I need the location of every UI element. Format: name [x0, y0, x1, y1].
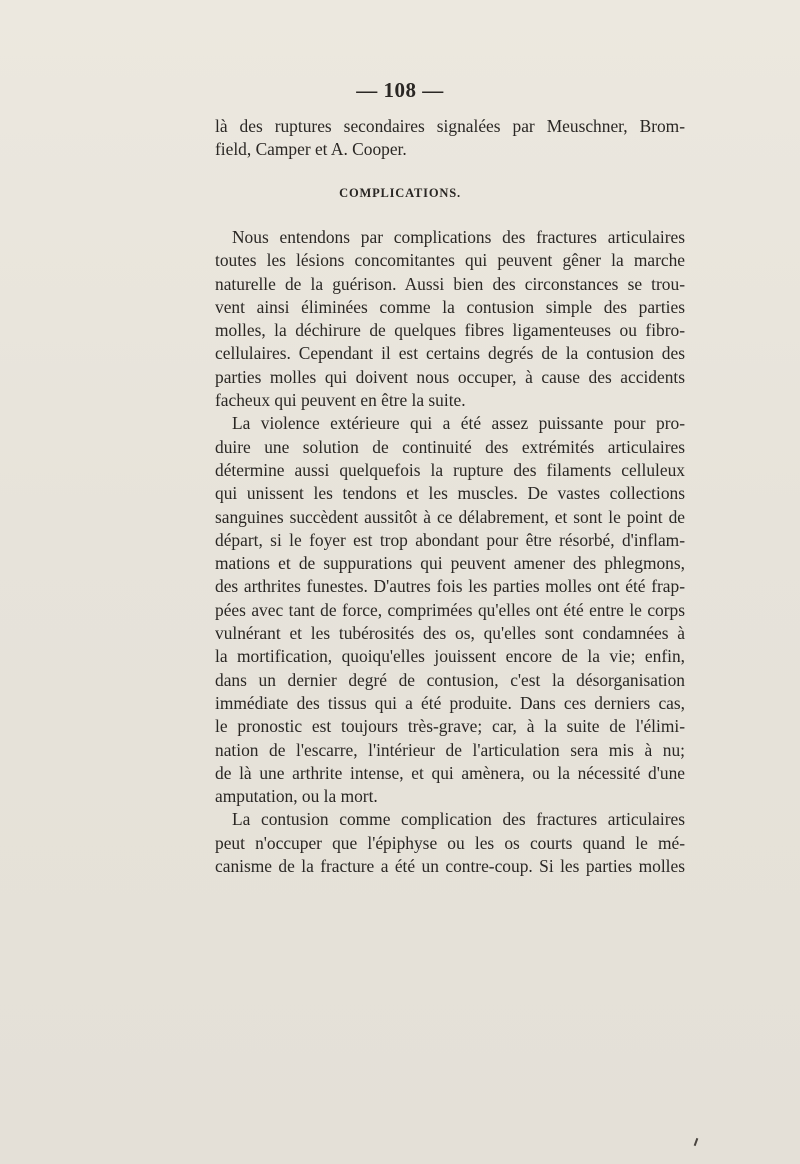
text-line: La violence extérieure qui a été assez puissante pour pro- [232, 413, 685, 434]
text-line: pées avec tant de force, comprimées qu'elles ont été entre le corps [215, 599, 685, 620]
text-line: vulnérant et les tubérosités des os, qu'elles sont condamnées à [215, 623, 685, 644]
page-number: — 108 — [356, 78, 444, 102]
text-line: nation de l'escarre, l'intérieur de l'articulation sera mis à nu; [215, 739, 685, 760]
body-text [215, 226, 685, 878]
text-line: facheux qui peuvent en être la suite. [215, 390, 466, 411]
text-line: naturelle de la guérison. Aussi bien des circonstances se trou- [215, 273, 685, 294]
section-heading: COMPLICATIONS. [339, 186, 461, 200]
text-line: immédiate des tissus qui a été produite. Dans ces derniers cas, [215, 692, 685, 713]
text-line: duire une solution de continuité des extrémités articulaires [215, 436, 685, 457]
intro-paragraph [215, 115, 685, 162]
text-line: de là une arthrite intense, et qui amènera, ou la nécessité d'une [215, 762, 685, 783]
text-line: des arthrites funestes. D'autres fois les parties molles ont été frap- [215, 576, 685, 597]
text-line: peut n'occuper que l'épiphyse ou les os courts quand le mé- [215, 832, 685, 853]
text-line: vent ainsi éliminées comme la contusion simple des parties [215, 296, 685, 317]
text-line: parties molles qui doivent nous occuper, à cause des accidents [215, 366, 685, 387]
text-line: toutes les lésions concomitantes qui peuvent gêner la marche [215, 250, 685, 271]
text-line: cellulaires. Cependant il est certains degrés de la contusion des [215, 343, 685, 364]
text-line: La contusion comme complication des fractures articulaires [232, 809, 685, 830]
text-line: sanguines succèdent aussitôt à ce délabrement, et sont le point de [215, 506, 685, 527]
text-line: amputation, ou la mort. [215, 786, 378, 807]
text-line: molles, la déchirure de quelques fibres ligamenteuses ou fibro- [215, 320, 685, 341]
text-line: détermine aussi quelquefois la rupture des filaments celluleux [215, 459, 685, 480]
text-line: la mortification, quoiqu'elles jouissent encore de la vie; enfin, [215, 646, 685, 667]
text-line: là des ruptures secondaires signalées par Meuschner, Brom- [215, 116, 685, 136]
text-line: départ, si le foyer est trop abondant pour être résorbé, d'inflam- [215, 529, 685, 550]
text-line: Nous entendons par complications des fractures articulaires [232, 227, 685, 247]
ink-mark [694, 1138, 699, 1146]
text-line: field, Camper et A. Cooper. [215, 139, 407, 160]
text-line: le pronostic est toujours très-grave; car, à la suite de l'élimi- [215, 716, 685, 737]
text-line: mations et de suppurations qui peuvent amener des phlegmons, [215, 553, 685, 574]
text-line: qui unissent les tendons et les muscles. De vastes collections [215, 483, 685, 504]
text-line: dans un dernier degré de contusion, c'est la désorganisation [215, 669, 685, 690]
text-line: canisme de la fracture a été un contre-coup. Si les parties molles [215, 856, 685, 877]
